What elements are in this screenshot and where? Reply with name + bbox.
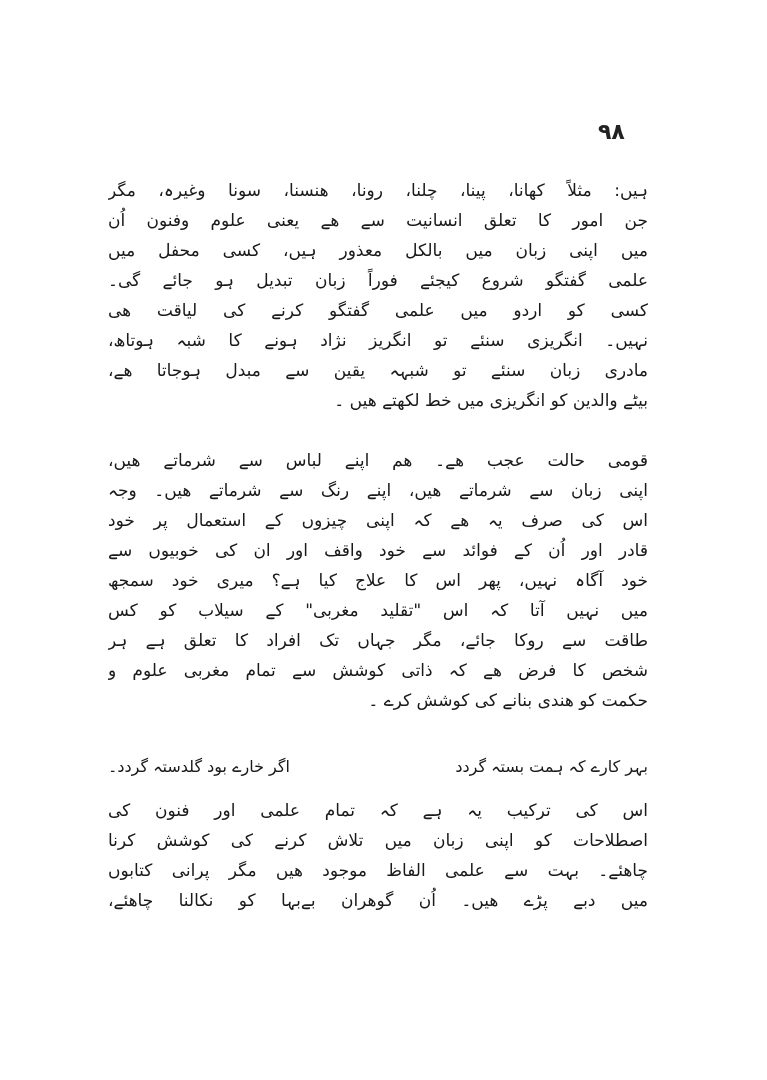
text-line: ہیں: مثلاً کھانا، پینا، چلنا، رونا، ھنسنا، سونا وغیرہ، مگر xyxy=(108,181,648,201)
text-line: قومی حالت عجب ھے۔ ھم اپنے لباس سے شرماتے ھیں، xyxy=(108,451,648,471)
text-line: حکمت کو ھندی بنانے کی کوشش کرے ۔ xyxy=(368,691,648,711)
text-line: اپنی زبان سے شرماتے ھیں، اپنے رنگ سے شرماتے ھیں۔ وجہ xyxy=(108,481,648,501)
text-line: کسی کو اردو میں علمی گفتگو کرنے کی لیاقت ھی xyxy=(108,301,648,321)
text-line: میں دبے پڑے ھیں۔ اُن گوھران بےبہا کو نکالنا چاھئے، xyxy=(108,891,648,911)
text-line: اس کی صرف یہ ھے کہ اپنی چیزوں کے استعمال پر خود xyxy=(108,511,648,531)
paragraph-3 xyxy=(108,796,648,916)
verse-first-hemistich: بہر کارے کہ ہمت بستہ گردد xyxy=(455,757,648,776)
verse-line xyxy=(108,752,648,782)
text-line: اس کی ترکیب یہ ہے کہ تمام علمی اور فنون کی xyxy=(108,801,648,821)
text-line: چاھئے۔ بہت سے علمی الفاظ موجود ھیں مگر پرانی کتابوں xyxy=(108,861,648,881)
page-number: ۹۸ xyxy=(598,120,625,145)
text-line: میں نہیں آتا کہ اس "تقلید مغربی" کے سیلاب کو کس xyxy=(108,601,648,621)
verse-second-hemistich: اگر خارے بود گلدستہ گردد۔ xyxy=(108,757,290,776)
text-line: میں اپنی زبان میں بالکل معذور ہیں، کسی محفل میں xyxy=(108,241,648,261)
text-line: طاقت سے روکا جائے، مگر جہاں تک افراد کا تعلق ہے ہر xyxy=(108,631,648,651)
text-line: جن امور کا تعلق انسانیت سے ھے یعنی علوم وفنون اُن xyxy=(108,211,648,231)
text-line: اصطلاحات کو اپنی زبان میں تلاش کرنے کی کوشش کرنا xyxy=(108,831,648,851)
text-line: نہیں۔ انگریزی سنئے تو انگریز نژاد ہونے کا شبہ ہوتاھ، xyxy=(108,331,648,351)
text-line: بیٹے والدین کو انگریزی میں خط لکھتے ھیں ۔ xyxy=(334,391,648,411)
paragraph-1 xyxy=(108,176,648,416)
text-line: علمی گفتگو شروع کیجئے فوراً زبان تبدیل ہو جائے گی۔ xyxy=(108,271,648,291)
text-line: مادری زبان سنئے تو شبہہ یقین سے مبدل ہوجاتا ھے، xyxy=(108,361,648,381)
text-line: شخص کا فرض ھے کہ ذاتی کوشش سے تمام مغربی علوم و xyxy=(108,661,648,681)
text-line: قادر اور اُن کے فوائد سے خود واقف اور ان کی خوبیوں سے xyxy=(108,541,648,561)
persian-verse xyxy=(108,752,648,782)
text-line: خود آگاہ نہیں، پھر اس کا علاج کیا ہے؟ میری خود سمجھ xyxy=(108,571,648,591)
paragraph-2 xyxy=(108,446,648,716)
